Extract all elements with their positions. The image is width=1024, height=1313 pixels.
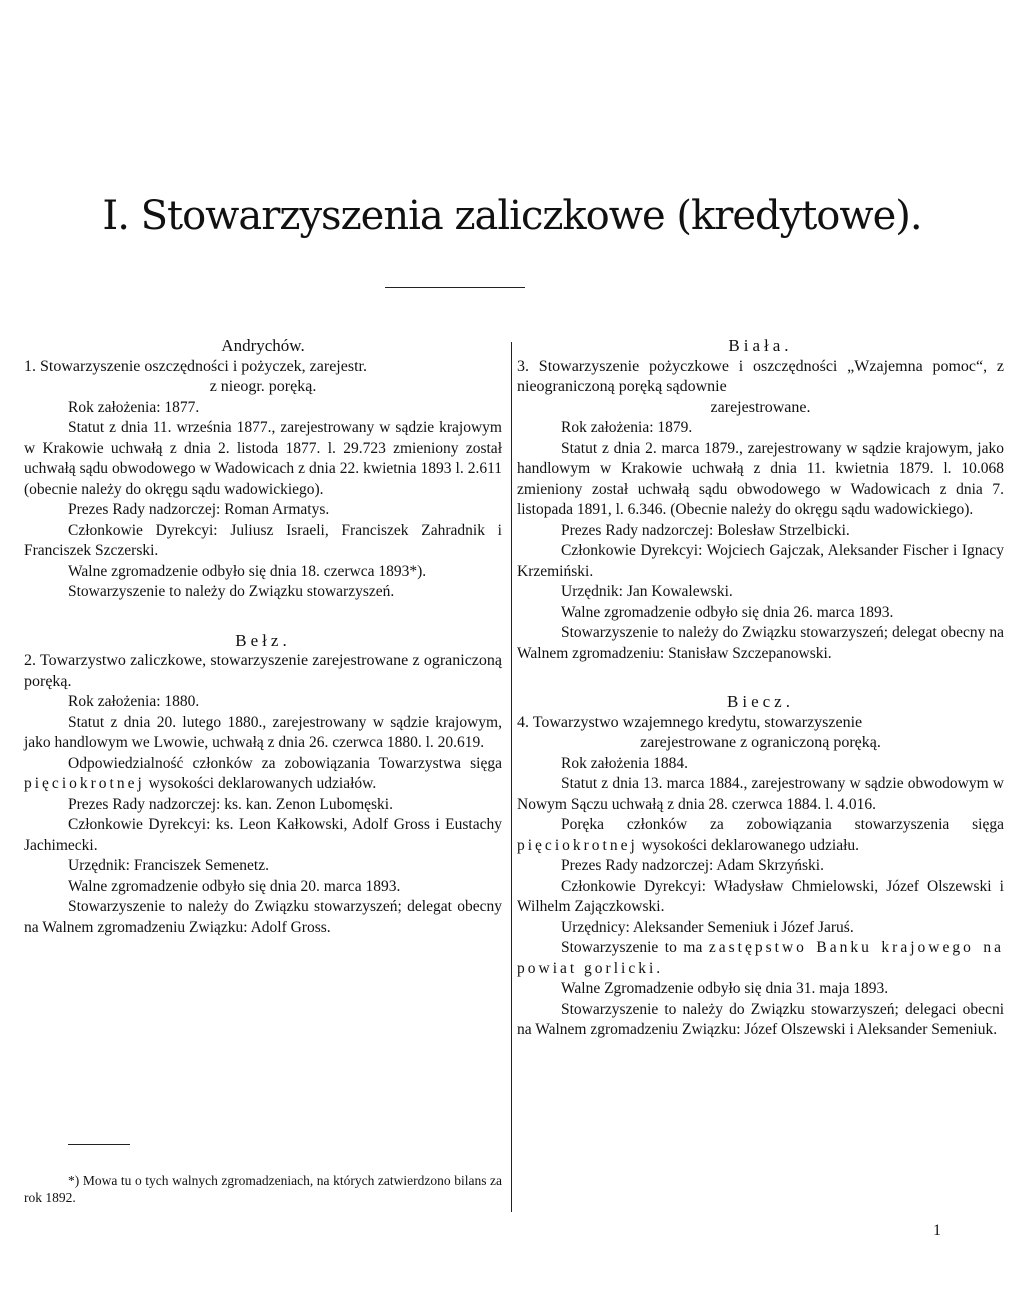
footnote-divider xyxy=(68,1144,130,1145)
founding-year: Rok założenia: 1880. xyxy=(68,693,200,710)
section-heading-biecz: Biecz. xyxy=(727,692,794,711)
section-heading-belz: Bełz. xyxy=(235,630,291,650)
entry-title-4-cont: zarejestrowane z ograniczoną poręką. xyxy=(640,734,881,751)
statute-paragraph: Statut z dnia 20. lutego 1880., zarejestrowany w sądzie krajowym, jako handlowym we Lwowie, uchwałą z dnia 26. czerwca 1880. l. 20.619. xyxy=(24,713,502,751)
clerks: Urzędnicy: Aleksander Semeniuk i Józef Jaruś. xyxy=(561,918,854,936)
representation-emphasis: zastępstwo Banku krajowego na powiat gorlicki. xyxy=(517,939,1005,977)
directors: Członkowie Dyrekcyi: Wojciech Gajczak, Aleksander Fischer i Ignacy Krzemiński. xyxy=(517,542,1004,580)
union-membership: Stowarzyszenie to należy do Związku stowarzyszeń; delegat obecny na Walnem zgromadzeniu Związku: Adolf Gross. xyxy=(24,898,502,936)
footnote-text: *) Mowa tu o tych walnych zgromadzeniach, na których zatwierdzono bilans za rok 1892. xyxy=(24,1173,502,1205)
entry-title-2: 2. Towarzystwo zaliczkowe, stowarzyszenie zarejestrowane z ograniczoną poręką. xyxy=(24,652,502,690)
liability-text: Odpowiedzialność członków za zobowiązania Towarzystwa sięga xyxy=(68,754,502,772)
liability-paragraph xyxy=(24,754,502,795)
liability-emphasis: pięciokrotnej xyxy=(517,836,638,854)
liability-text: Poręka członków za zobowiązania stowarzyszenia sięga xyxy=(561,816,1004,833)
union-membership: Stowarzyszenie to należy do Związku stowarzyszeń; delegaci obecni na Walnem zgromadzeniu Związku: Józef Olszewski i Aleksander Semeniuk. xyxy=(517,1000,1004,1038)
board-president: Prezes Rady nadzorczej: ks. kan. Zenon Lubomęski. xyxy=(68,795,393,813)
column-divider xyxy=(511,342,512,1212)
footnote xyxy=(24,1172,502,1206)
entry-title-3-cont: zarejestrowane. xyxy=(710,398,811,416)
representation-paragraph xyxy=(517,938,1004,979)
founding-year: Rok założenia: 1879. xyxy=(561,419,693,436)
section-heading-biala: Biała. xyxy=(728,336,793,355)
liability-emphasis: pięciokrotnej xyxy=(24,775,145,792)
directors: Członkowie Dyrekcyi: Władysław Chmielowski, Józef Olszewski i Wilhelm Zajączkowski. xyxy=(517,877,1004,915)
statute-paragraph: Statut z dnia 2. marca 1879., zarejestrowany w sądzie krajowym, jako handlowym w Krakowie uchwałą z dnia 11. kwietnia 1879. l. 10.068 zmieniony został uchwałą sądu obwodowego w Wadowicach z dnia 7. listopada 1891, l. 6.346. (Obecnie należy do okręgu sądu wadowickiego). xyxy=(517,439,1004,518)
statute-paragraph: Statut z dnia 11. września 1877., zarejestrowany w sądzie krajowym w Krakowie uchwałą z dnia 2. listoda 1877. l. 29.723 zmieniony został uchwałą sądu obwodowego w Wadowicach z dnia 22. kwietnia 1893 l. 2.611 (obecnie należy do okręgu sądu wadowickiego). xyxy=(24,419,502,498)
section-heading-andrychow: Andrychów. xyxy=(221,336,305,355)
liability-paragraph xyxy=(517,815,1004,856)
general-meeting: Walne Zgromadzenie odbyło się dnia 31. maja 1893. xyxy=(561,980,889,997)
board-president: Prezes Rady nadzorczej: Adam Skrzyński. xyxy=(561,857,824,874)
clerk: Urzędnik: Jan Kowalewski. xyxy=(561,583,733,600)
entry-title-4: 4. Towarzystwo wzajemnego kredytu, stowarzyszenie xyxy=(517,713,863,731)
statute-paragraph: Statut z dnia 13. marca 1884., zarejestrowany w sądzie obwodowym w Nowym Sączu uchwałą z dnia 28. czerwca 1884. l. 4.016. xyxy=(517,775,1004,813)
section-spacer xyxy=(24,603,502,631)
liability-text-end: wysokości deklarowanych udziałów. xyxy=(144,775,377,792)
general-meeting: Walne zgromadzenie odbyło się dnia 20. marca 1893. xyxy=(68,877,401,895)
right-column xyxy=(517,336,1004,1041)
clerk: Urzędnik: Franciszek Semenetz. xyxy=(68,857,269,874)
entry-title-1: 1. Stowarzyszenie oszczędności i pożyczek, zarejestr. xyxy=(24,357,367,375)
directors: Członkowie Dyrekcyi: Juliusz Israeli, Franciszek Zahradnik i Franciszek Szczerski. xyxy=(24,521,502,559)
page-title: I. Stowarzyszenia zaliczkowe (kredytowe). xyxy=(102,193,922,239)
union-membership: Stowarzyszenie to należy do Związku stowarzyszeń; delegat obecny na Walnem zgromadzeniu: Stanisław Szczepanowski. xyxy=(517,624,1004,662)
section-spacer xyxy=(517,664,1004,692)
general-meeting: Walne zgromadzenie odbyło się dnia 18. czerwca 1893*). xyxy=(68,562,427,580)
founding-year: Rok założenia 1884. xyxy=(561,754,688,772)
representation-text: Stowarzyszenie to ma xyxy=(561,939,709,956)
board-president: Prezes Rady nadzorczej: Roman Armatys. xyxy=(68,501,330,518)
board-president: Prezes Rady nadzorczej: Bolesław Strzelbicki. xyxy=(561,521,850,539)
liability-text-end: wysokości deklarowanego udziału. xyxy=(637,836,860,854)
directors: Członkowie Dyrekcyi: ks. Leon Kałkowski, Adolf Gross i Eustachy Jachimecki. xyxy=(24,816,502,854)
founding-year: Rok założenia: 1877. xyxy=(68,398,200,416)
left-column xyxy=(24,336,502,938)
title-divider xyxy=(385,287,525,288)
entry-title-1-cont: z nieogr. poręką. xyxy=(209,378,317,395)
union-membership: Stowarzyszenie to należy do Związku stowarzyszeń. xyxy=(68,583,395,600)
page-number: 1 xyxy=(933,1222,941,1239)
general-meeting: Walne zgromadzenie odbyło się dnia 26. marca 1893. xyxy=(561,603,894,621)
entry-title-3: 3. Stowarzyszenie pożyczkowe i oszczędności „Wzajemna pomoc“, z nieograniczoną poręką sądownie xyxy=(517,357,1004,395)
